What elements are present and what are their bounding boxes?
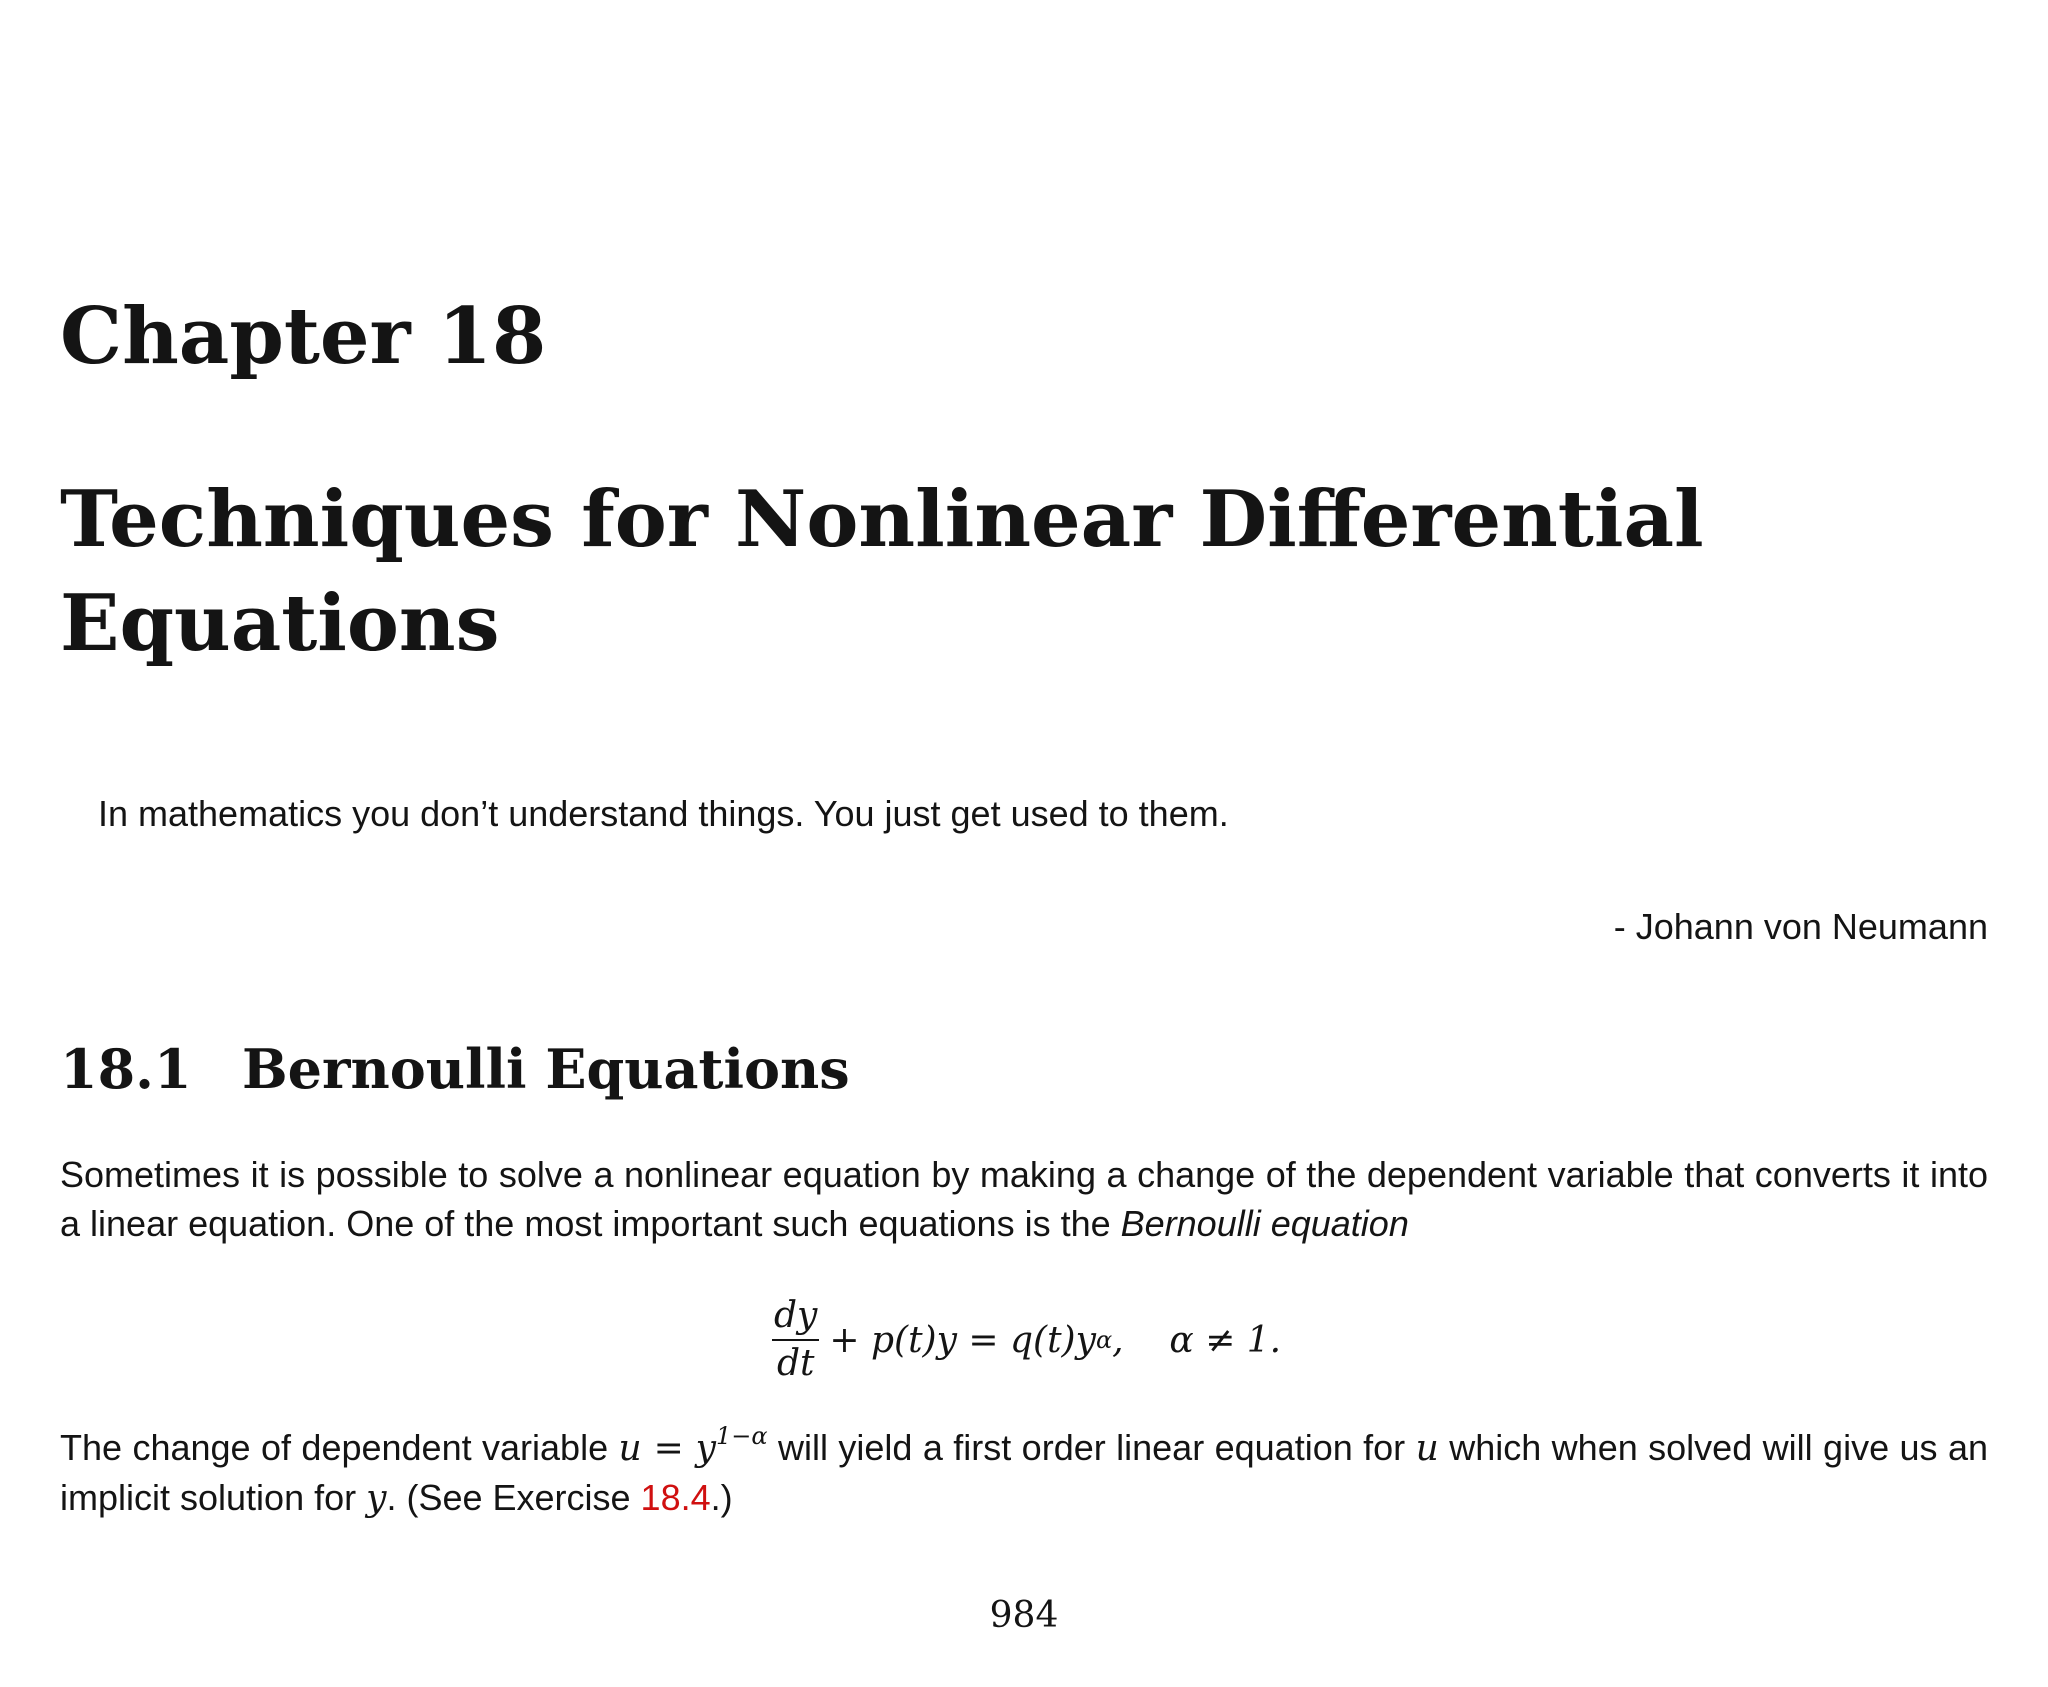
fraction-denominator: dt xyxy=(776,1343,815,1384)
fraction-numerator: dy xyxy=(774,1295,818,1336)
p2-math-u: u xyxy=(1415,1428,1439,1469)
p2-math-y: y xyxy=(366,1478,387,1519)
p2-text-a: The change of dependent variable xyxy=(60,1427,619,1468)
bernoulli-equation: $\frac{dy}{dt}$ + p(t)y = q(t)y α , α ≠ 1. xyxy=(772,1290,1281,1390)
section-heading xyxy=(60,1037,850,1101)
equation-condition: , α ≠ 1. xyxy=(1112,1319,1282,1361)
derivative-fraction xyxy=(772,1293,819,1387)
page-number: 984 xyxy=(989,1595,1059,1636)
paragraph-change-of-variable xyxy=(60,1423,1988,1523)
section-number: 18.1 xyxy=(60,1037,192,1101)
chapter-title: Techniques for Nonlinear Differential Equations xyxy=(60,474,1704,669)
section-title: Bernoulli Equations xyxy=(242,1037,850,1101)
equation-body: + p(t)y = q(t)y xyxy=(829,1319,1096,1361)
p2-text-b: will yield a first order linear equation for xyxy=(767,1427,1416,1468)
p2-math-exponent: 1−α xyxy=(715,1422,768,1450)
p2-text-d: . (See Exercise xyxy=(386,1477,641,1518)
exercise-link[interactable]: 18.4 xyxy=(640,1477,711,1518)
p2-math-u-eq: u = y xyxy=(618,1428,716,1469)
chapter-label: Chapter 18 xyxy=(60,291,547,382)
paragraph-intro xyxy=(60,1150,1988,1248)
epigraph-attribution: - Johann von Neumann xyxy=(1613,906,1988,947)
p2-text-c: which when solved will give us an implicit solution for xyxy=(60,1427,1989,1518)
p2-text-e: .) xyxy=(710,1477,733,1518)
epigraph-quote: In mathematics you don’t understand things. You just get used to them. xyxy=(98,793,1229,834)
paragraph-intro-text: Sometimes it is possible to solve a nonlinear equation by making a change of the dependent variable that converts it into a linear equation. One of the most important such equations is the xyxy=(60,1154,1988,1244)
bernoulli-term: Bernoulli equation xyxy=(1120,1203,1409,1244)
